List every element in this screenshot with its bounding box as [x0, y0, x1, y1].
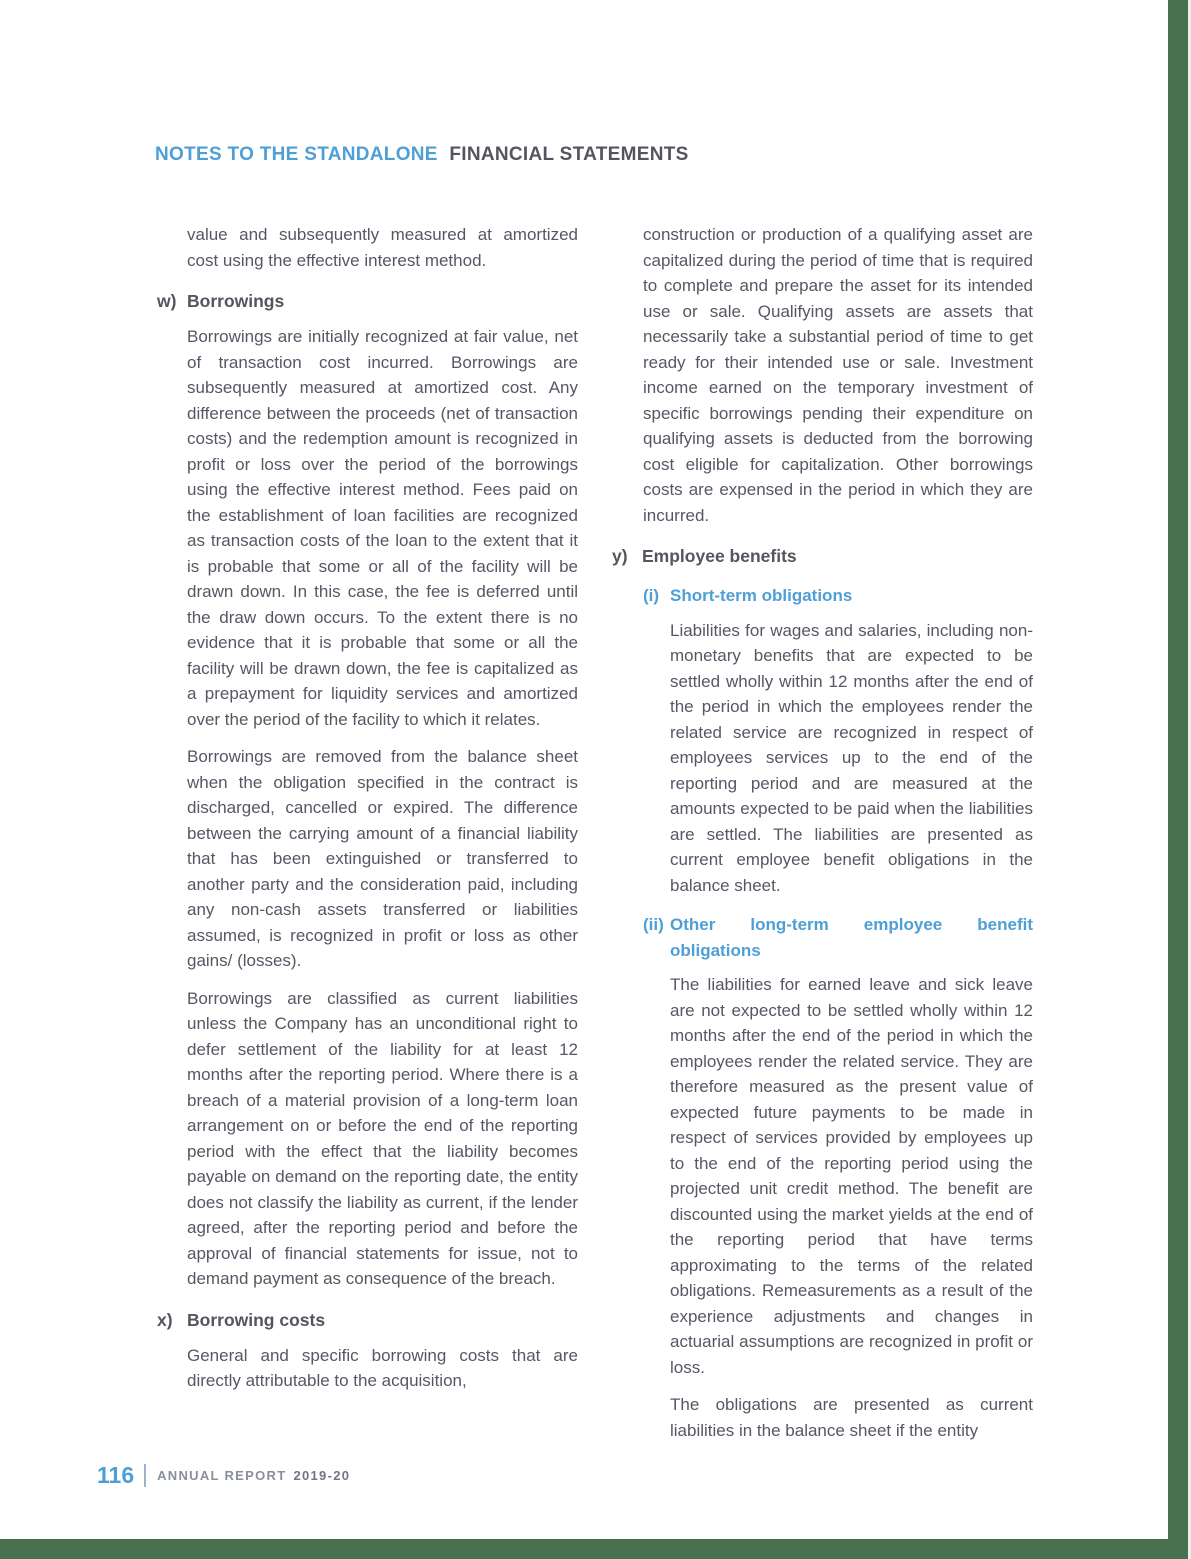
footer-report-year: 2019-20 [293, 1468, 351, 1483]
footer-report-label: ANNUAL REPORT [157, 1468, 287, 1483]
header-title-rest: FINANCIAL STATEMENTS [449, 144, 689, 165]
subsection-title: Short-term obligations [670, 586, 853, 605]
section-title: Borrowings [187, 291, 285, 311]
section-w-borrowings [157, 289, 578, 1292]
section-label: y) [612, 546, 628, 566]
left-intro-paragraph: value and subsequently measured at amortized cost using the effective interest method. [187, 225, 578, 270]
section-title: Employee benefits [642, 546, 797, 566]
paragraph: Borrowings are initially recognized at fair value, net of transaction cost incurred. Borrowings are subsequently measured at amortized cost. Any difference between the proceeds (net of transaction costs) and the redemption amount is recognized in profit or loss over the period of the borrowings using the effective interest method. Fees paid on the establishment of loan facilities are recognized as transaction costs of the loan to the extent that it is probable that some or all of the facility will be drawn down. In this case, the fee is deferred until the draw down occurs. To the extent there is no evidence that it is probable that some or all the facility will be drawn down, the fee is capitalized as a prepayment for liquidity services and amortized over the period of the facility to which it relates. [187, 327, 578, 729]
subsection-heading-row [643, 912, 1033, 963]
page-number: 116 [97, 1462, 135, 1488]
section-y-employee-benefits [612, 544, 1033, 1443]
page-footer [97, 1462, 350, 1489]
section-heading-row [157, 1308, 578, 1333]
paragraph: General and specific borrowing costs that are directly attributable to the acquisition, [187, 1345, 578, 1390]
subsection-label: (ii) [643, 915, 664, 934]
subsection-label: (i) [643, 586, 660, 605]
subsection-short-term-obligations [612, 583, 1033, 898]
section-heading-row [157, 289, 578, 314]
right-intro-paragraph: construction or production of a qualifying asset are capitalized during the period of time that is required to complete and prepare the asset for its intended use or sale. Qualifying assets are assets that necessarily take a substantial period of time to get ready for their intended use or sale. Investment income earned on the temporary investment of specific borrowings pending their expenditure on qualifying assets is deducted from the borrowing cost eligible for capitalization. Other borrowings costs are expensed in the period in which they are incurred. [643, 225, 1033, 525]
page-edge-band-bottom [0, 1539, 1188, 1559]
paragraph: Borrowings are removed from the balance sheet when the obligation specified in the contract is discharged, cancelled or expired. The difference between the carrying amount of a financial liability that has been extinguished or transferred to another party and the consideration paid, including any non-cash assets transferred or liabilities assumed, is recognized in profit or loss as other gains/ (losses). [187, 747, 578, 970]
page-edge-band-right [1168, 0, 1188, 1559]
subsection-heading-row [643, 583, 1033, 609]
paragraph: Liabilities for wages and salaries, including non-monetary benefits that are expected to be settled wholly within 12 months after the end of the period in which the employees render the related service are recognized in respect of employees services up to the end of the reporting period and are measured at the amounts expected to be paid when the liabilities are settled. The liabilities are presented as current employee benefit obligations in the balance sheet. [670, 620, 1033, 895]
left-column [157, 222, 578, 1406]
page-header [155, 144, 689, 166]
section-x-borrowing-costs [157, 1308, 578, 1394]
right-column [612, 222, 1033, 1455]
subsection-other-long-term-obligations [612, 912, 1033, 1443]
paragraph: The liabilities for earned leave and sick leave are not expected to be settled wholly within 12 months after the end of the period in which the employees render the related service. They are therefore measured as the present value of expected future payments to be made in respect of services provided by employees up to the end of the reporting period using the projected unit credit method. The benefit are discounted using the market yields at the end of the reporting period that have terms approximating to the terms of the related obligations. Remeasurements as a result of the experience adjustments and changes in actuarial assumptions are recognized in profit or loss. [670, 975, 1033, 1377]
paragraph: Borrowings are classified as current liabilities unless the Company has an unconditional right to defer settlement of the liability for at least 12 months after the reporting period. Where there is a breach of a material provision of a long-term loan arrangement on or before the end of the reporting period with the effect that the liability becomes payable on demand on the reporting date, the entity does not classify the liability as current, if the lender agreed, after the reporting period and before the approval of financial statements for issue, not to demand payment as consequence of the breach. [187, 988, 578, 1288]
section-label: x) [157, 1309, 173, 1330]
subsection-title: Other long-term employee benefit obligations [670, 915, 1033, 960]
footer-divider [144, 1464, 146, 1487]
section-label: w) [157, 291, 177, 311]
header-title-accent: NOTES TO THE STANDALONE [155, 144, 438, 165]
paragraph: The obligations are presented as current liabilities in the balance sheet if the entity [670, 1395, 1033, 1440]
section-heading-row [612, 544, 1033, 569]
section-title: Borrowing costs [187, 1309, 326, 1330]
